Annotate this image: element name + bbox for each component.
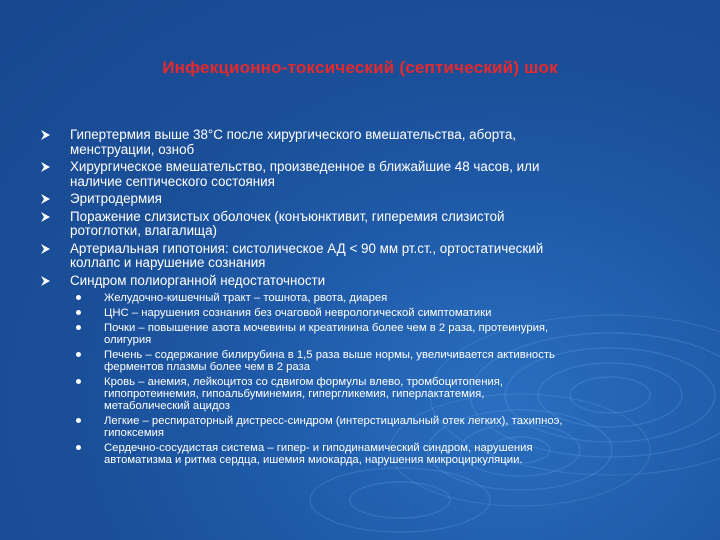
list-item-text: ротоглотки, влагалища) — [70, 223, 217, 238]
sub-list-item-text: ферментов плазмы более чем в 2 раза — [104, 361, 311, 373]
list-item — [40, 210, 680, 239]
sub-list-item — [70, 322, 680, 346]
dot-bullet-icon — [76, 352, 81, 357]
sub-list-item — [70, 415, 680, 439]
list-item — [40, 128, 680, 157]
sub-list-item-text: метаболический ацидоз — [104, 400, 230, 412]
arrow-bullet-icon — [40, 129, 51, 141]
sub-bullet-list — [70, 292, 680, 466]
arrow-bullet-icon — [40, 275, 51, 287]
sub-list-item-text: Легкие – респираторный дистресс-синдром (интерстициальный отек легких), тахипноэ, — [104, 415, 563, 427]
list-item-text: Хирургическое вмешательство, произведенное в ближайшие 48 часов, или — [70, 159, 540, 174]
sub-list-item-text: ЦНС – нарушения сознания без очаговой неврологической симптоматики — [104, 307, 492, 319]
list-item — [40, 160, 680, 189]
list-item-text: менструации, озноб — [70, 141, 195, 157]
list-item-text: Гипертермия выше 38°С после хирургического вмешательства, аборта, — [70, 127, 517, 142]
sub-list-item — [70, 376, 680, 412]
arrow-bullet-icon — [40, 211, 51, 223]
list-item — [40, 242, 680, 271]
sub-list-item — [70, 292, 680, 304]
list-item — [40, 192, 680, 207]
sub-list-item — [70, 307, 680, 319]
arrow-bullet-icon — [40, 243, 51, 255]
sub-list-item-text: гипоксемия — [104, 427, 165, 439]
list-item-text: Артериальная гипотония: систолическое АД < 90 мм рт.ст., ортостатический — [70, 240, 544, 256]
dot-bullet-icon — [76, 445, 81, 450]
list-item-text: Эритродермия — [70, 191, 162, 206]
sub-list-item-text: гипопротеинемия, гипоальбуминемия, гипергликемия, гиперлактатемия, — [104, 388, 485, 400]
arrow-bullet-icon — [40, 161, 51, 173]
bullet-list — [40, 128, 680, 469]
list-item-text: коллапс и нарушение сознания — [70, 255, 266, 270]
sub-list-item-text: Печень – содержание билирубина в 1,5 раза выше нормы, увеличивается активность — [104, 349, 555, 361]
dot-bullet-icon — [76, 310, 81, 315]
dot-bullet-icon — [76, 325, 81, 330]
sub-list-item-text: Почки – повышение азота мочевины и креатинина более чем в 2 раза, протеинурия, — [104, 322, 549, 334]
list-item — [40, 274, 680, 467]
sub-list-item — [70, 349, 680, 373]
sub-list-item-text: автоматизма и ритма сердца, ишемия миокарда, нарушения микроциркуляции. — [104, 454, 523, 466]
sub-list-item-text: олигурия — [104, 334, 152, 346]
sub-list-item — [70, 442, 680, 466]
sub-list-item-text: Сердечно-сосудистая система – гипер- и гиподинамический синдром, нарушения — [104, 442, 533, 454]
sub-list-item-text: Кровь – анемия, лейкоцитоз со сдвигом формулы влево, тромбоцитопения, — [104, 376, 504, 388]
dot-bullet-icon — [76, 379, 81, 384]
arrow-bullet-icon — [40, 193, 51, 205]
dot-bullet-icon — [76, 295, 81, 300]
list-item-text: Поражение слизистых оболочек (конъюнктивит, гиперемия слизистой — [70, 208, 505, 224]
dot-bullet-icon — [76, 418, 81, 423]
list-item-text: Синдром полиорганной недостаточности — [70, 272, 326, 288]
list-item-text: наличие септического состояния — [70, 173, 275, 189]
sub-list-item-text: Желудочно-кишечный тракт – тошнота, рвота, диарея — [104, 292, 388, 304]
slide-title: Инфекционно-токсический (септический) шок — [162, 58, 558, 77]
